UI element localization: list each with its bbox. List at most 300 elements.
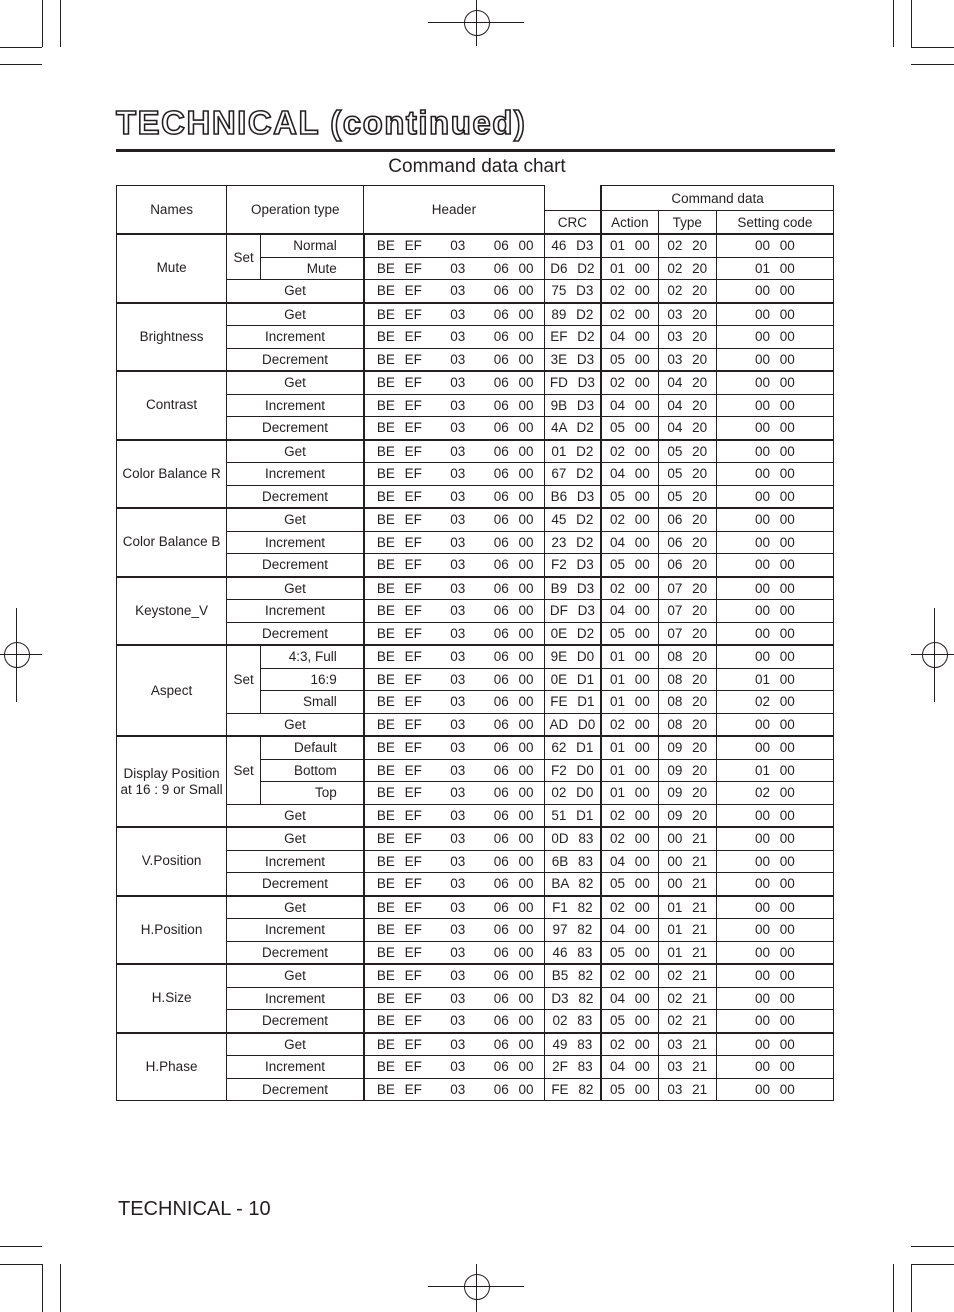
- crc-cell: B6 D3: [544, 485, 601, 508]
- col-operation-type: Operation type: [227, 186, 364, 235]
- header-byte-1: BE EF: [376, 283, 422, 299]
- setting-code-cell: 00 00: [716, 600, 833, 623]
- header-cell: [364, 485, 544, 508]
- setting-code-cell: 00 00: [716, 280, 833, 303]
- action-cell: 02 00: [601, 371, 658, 394]
- action-cell: 01 00: [601, 234, 658, 257]
- header-byte-2: 03: [450, 671, 466, 687]
- setting-code-cell: 00 00: [716, 508, 833, 531]
- type-cell: 08 20: [658, 668, 716, 691]
- action-cell: 02 00: [601, 280, 658, 303]
- action-cell: 02 00: [601, 440, 658, 463]
- type-cell: 09 20: [658, 804, 716, 827]
- crc-cell: 0E D2: [544, 622, 601, 645]
- table-body: [117, 234, 834, 1101]
- header-cell: [364, 668, 544, 691]
- header-byte-3: 06 00: [493, 990, 534, 1006]
- header-cell: [364, 622, 544, 645]
- type-cell: 02 20: [658, 257, 716, 280]
- crc-cell: 49 83: [544, 1033, 601, 1056]
- header-byte-1: BE EF: [376, 785, 422, 801]
- header-byte-1: BE EF: [376, 238, 422, 254]
- setting-code-cell: 00 00: [716, 896, 833, 919]
- table-row: [117, 964, 834, 987]
- header-cell: [364, 463, 544, 486]
- header-cell: [364, 234, 544, 257]
- setting-code-cell: 00 00: [716, 577, 833, 600]
- crc-cell: FD D3: [544, 371, 601, 394]
- header-byte-1: BE EF: [376, 716, 422, 732]
- header-byte-1: BE EF: [376, 649, 422, 665]
- type-cell: 05 20: [658, 440, 716, 463]
- crc-cell: FE 82: [544, 1078, 601, 1101]
- operation-cell: Get: [227, 371, 364, 394]
- header-cell: [364, 440, 544, 463]
- header-byte-3: 06 00: [493, 443, 534, 459]
- header-byte-1: BE EF: [376, 260, 422, 276]
- col-header: Header: [364, 186, 544, 235]
- crc-cell: 23 D2: [544, 531, 601, 554]
- crc-cell: FE D1: [544, 691, 601, 714]
- header-byte-3: 06 00: [493, 740, 534, 756]
- action-cell: 05 00: [601, 941, 658, 964]
- type-cell: 03 20: [658, 348, 716, 371]
- action-cell: 02 00: [601, 577, 658, 600]
- action-cell: 04 00: [601, 326, 658, 349]
- header-cell: [364, 736, 544, 759]
- setting-code-cell: 00 00: [716, 348, 833, 371]
- setting-code-cell: 00 00: [716, 919, 833, 942]
- header-byte-1: BE EF: [376, 580, 422, 596]
- crc-cell: 45 D2: [544, 508, 601, 531]
- operation-cell: Normal: [261, 234, 364, 257]
- action-cell: 01 00: [601, 645, 658, 668]
- type-cell: 06 20: [658, 554, 716, 577]
- header-byte-2: 03: [450, 397, 466, 413]
- setting-code-cell: 00 00: [716, 804, 833, 827]
- action-cell: 05 00: [601, 348, 658, 371]
- header-byte-3: 06 00: [493, 716, 534, 732]
- header-byte-3: 06 00: [493, 899, 534, 915]
- type-cell: 07 20: [658, 577, 716, 600]
- action-cell: 02 00: [601, 508, 658, 531]
- action-cell: 04 00: [601, 531, 658, 554]
- header-byte-3: 06 00: [493, 283, 534, 299]
- command-data-table: [116, 185, 834, 1101]
- header-cell: [364, 600, 544, 623]
- setting-code-cell: 00 00: [716, 371, 833, 394]
- setting-code-cell: 01 00: [716, 257, 833, 280]
- crc-cell: 02 D0: [544, 782, 601, 805]
- type-cell: 02 21: [658, 987, 716, 1010]
- action-cell: 02 00: [601, 1033, 658, 1056]
- operation-cell: Mute: [261, 257, 364, 280]
- setting-code-cell: 00 00: [716, 463, 833, 486]
- action-cell: 01 00: [601, 257, 658, 280]
- table-header-row: [117, 186, 834, 211]
- setting-code-cell: 00 00: [716, 964, 833, 987]
- header-cell: [364, 919, 544, 942]
- header-byte-2: 03: [450, 306, 466, 322]
- setting-code-cell: 00 00: [716, 1056, 833, 1079]
- type-cell: 02 21: [658, 964, 716, 987]
- header-byte-1: BE EF: [376, 671, 422, 687]
- crc-cell: EF D2: [544, 326, 601, 349]
- action-cell: 04 00: [601, 987, 658, 1010]
- setting-code-cell: 00 00: [716, 827, 833, 850]
- header-cell: [364, 827, 544, 850]
- type-cell: 00 21: [658, 827, 716, 850]
- header-byte-1: BE EF: [376, 534, 422, 550]
- header-byte-3: 06 00: [493, 488, 534, 504]
- header-byte-2: 03: [450, 716, 466, 732]
- action-cell: 05 00: [601, 873, 658, 896]
- header-byte-3: 06 00: [493, 785, 534, 801]
- header-cell: [364, 873, 544, 896]
- header-cell: [364, 1078, 544, 1101]
- action-cell: 01 00: [601, 782, 658, 805]
- header-byte-3: 06 00: [493, 329, 534, 345]
- row-name-cell: Brightness: [117, 303, 227, 372]
- col-command-data: Command data: [601, 186, 833, 211]
- header-byte-1: BE EF: [376, 306, 422, 322]
- page-footer: TECHNICAL - 10: [118, 1198, 271, 1220]
- header-cell: [364, 348, 544, 371]
- crc-cell: F2 D0: [544, 759, 601, 782]
- crc-cell: B9 D3: [544, 577, 601, 600]
- header-byte-2: 03: [450, 329, 466, 345]
- crc-cell: 97 82: [544, 919, 601, 942]
- action-cell: 02 00: [601, 713, 658, 736]
- table-row: [117, 896, 834, 919]
- header-cell: [364, 1010, 544, 1033]
- operation-cell: Increment: [227, 394, 364, 417]
- operation-cell: Get: [227, 896, 364, 919]
- crc-cell: 89 D2: [544, 303, 601, 326]
- header-byte-2: 03: [450, 831, 466, 847]
- header-byte-2: 03: [450, 785, 466, 801]
- table-row: [117, 577, 834, 600]
- header-byte-1: BE EF: [376, 762, 422, 778]
- type-cell: 04 20: [658, 394, 716, 417]
- operation-cell: Decrement: [227, 417, 364, 440]
- setting-code-cell: 02 00: [716, 691, 833, 714]
- header-byte-2: 03: [450, 990, 466, 1006]
- operation-cell: Increment: [227, 850, 364, 873]
- row-name-cell: Display Position at 16 : 9 or Small: [117, 736, 227, 827]
- chart-title: Command data chart: [388, 156, 566, 177]
- type-cell: 07 20: [658, 600, 716, 623]
- header-byte-1: BE EF: [376, 740, 422, 756]
- header-byte-3: 06 00: [493, 603, 534, 619]
- header-byte-3: 06 00: [493, 807, 534, 823]
- header-byte-3: 06 00: [493, 694, 534, 710]
- header-byte-2: 03: [450, 557, 466, 573]
- operation-cell: Increment: [227, 463, 364, 486]
- header-byte-3: 06 00: [493, 922, 534, 938]
- setting-code-cell: 01 00: [716, 759, 833, 782]
- header-byte-2: 03: [450, 876, 466, 892]
- header-byte-3: 06 00: [493, 466, 534, 482]
- header-byte-1: BE EF: [376, 1013, 422, 1029]
- crc-cell: 01 D2: [544, 440, 601, 463]
- operation-cell: Small: [261, 691, 364, 714]
- header-cell: [364, 554, 544, 577]
- header-byte-1: BE EF: [376, 512, 422, 528]
- header-cell: [364, 713, 544, 736]
- row-name-cell: Color Balance B: [117, 508, 227, 577]
- header-byte-1: BE EF: [376, 375, 422, 391]
- type-cell: 02 20: [658, 280, 716, 303]
- header-cell: [364, 691, 544, 714]
- crc-cell: 4A D2: [544, 417, 601, 440]
- type-cell: 04 20: [658, 371, 716, 394]
- header-byte-2: 03: [450, 1013, 466, 1029]
- type-cell: 05 20: [658, 485, 716, 508]
- col-setting-code: Setting code: [716, 211, 833, 235]
- header-byte-1: BE EF: [376, 1081, 422, 1097]
- header-byte-1: BE EF: [376, 329, 422, 345]
- crc-cell: D3 82: [544, 987, 601, 1010]
- header-byte-1: BE EF: [376, 899, 422, 915]
- type-cell: 06 20: [658, 508, 716, 531]
- header-cell: [364, 531, 544, 554]
- header-byte-2: 03: [450, 603, 466, 619]
- operation-cell: Get: [227, 964, 364, 987]
- operation-cell: Decrement: [227, 873, 364, 896]
- header-byte-3: 06 00: [493, 762, 534, 778]
- header-cell: [364, 759, 544, 782]
- header-byte-1: BE EF: [376, 443, 422, 459]
- header-byte-1: BE EF: [376, 968, 422, 984]
- header-cell: [364, 326, 544, 349]
- action-cell: 05 00: [601, 554, 658, 577]
- row-name-cell: H.Position: [117, 896, 227, 965]
- col-names: Names: [117, 186, 227, 235]
- header-byte-1: BE EF: [376, 1059, 422, 1075]
- type-cell: 02 20: [658, 234, 716, 257]
- type-cell: 01 21: [658, 941, 716, 964]
- header-cell: [364, 850, 544, 873]
- setting-code-cell: 02 00: [716, 782, 833, 805]
- operation-cell: 4:3, Full: [261, 645, 364, 668]
- operation-cell: Get: [227, 303, 364, 326]
- header-byte-3: 06 00: [493, 420, 534, 436]
- row-name-cell: Contrast: [117, 371, 227, 440]
- table-row: [117, 645, 834, 668]
- setting-code-cell: 00 00: [716, 645, 833, 668]
- table-row: [117, 440, 834, 463]
- operation-cell: Get: [227, 508, 364, 531]
- row-name-cell: H.Size: [117, 964, 227, 1033]
- setting-code-cell: 00 00: [716, 485, 833, 508]
- crc-cell: D6 D2: [544, 257, 601, 280]
- header-byte-1: BE EF: [376, 694, 422, 710]
- operation-cell: Increment: [227, 919, 364, 942]
- operation-cell: Get: [227, 577, 364, 600]
- header-byte-3: 06 00: [493, 968, 534, 984]
- header-byte-3: 06 00: [493, 853, 534, 869]
- setting-code-cell: 01 00: [716, 668, 833, 691]
- header-byte-2: 03: [450, 443, 466, 459]
- header-cell: [364, 371, 544, 394]
- setting-code-cell: 00 00: [716, 941, 833, 964]
- type-cell: 00 21: [658, 850, 716, 873]
- type-cell: 09 20: [658, 759, 716, 782]
- operation-cell: Decrement: [227, 348, 364, 371]
- header-byte-3: 06 00: [493, 1059, 534, 1075]
- header-byte-2: 03: [450, 625, 466, 641]
- crc-cell: 62 D1: [544, 736, 601, 759]
- operation-cell: Get: [227, 827, 364, 850]
- setting-code-cell: 00 00: [716, 554, 833, 577]
- header-cell: [364, 896, 544, 919]
- action-cell: 04 00: [601, 850, 658, 873]
- action-cell: 05 00: [601, 622, 658, 645]
- action-cell: 05 00: [601, 1010, 658, 1033]
- crc-cell: F2 D3: [544, 554, 601, 577]
- header-byte-2: 03: [450, 420, 466, 436]
- operation-cell: Increment: [227, 531, 364, 554]
- header-byte-2: 03: [450, 534, 466, 550]
- type-cell: 06 20: [658, 531, 716, 554]
- row-name-cell: Aspect: [117, 645, 227, 736]
- header-byte-2: 03: [450, 922, 466, 938]
- action-cell: 02 00: [601, 303, 658, 326]
- crc-cell: 6B 83: [544, 850, 601, 873]
- action-cell: 04 00: [601, 463, 658, 486]
- operation-cell: Decrement: [227, 554, 364, 577]
- header-byte-2: 03: [450, 694, 466, 710]
- header-byte-1: BE EF: [376, 603, 422, 619]
- header-byte-2: 03: [450, 1081, 466, 1097]
- table-row: [117, 371, 834, 394]
- header-byte-3: 06 00: [493, 512, 534, 528]
- header-byte-3: 06 00: [493, 580, 534, 596]
- setting-code-cell: 00 00: [716, 1033, 833, 1056]
- type-cell: 03 21: [658, 1056, 716, 1079]
- header-byte-3: 06 00: [493, 1036, 534, 1052]
- page-title: TECHNICAL (continued): [116, 104, 527, 141]
- header-byte-3: 06 00: [493, 831, 534, 847]
- type-cell: 09 20: [658, 736, 716, 759]
- crc-cell: B5 82: [544, 964, 601, 987]
- header-byte-3: 06 00: [493, 1013, 534, 1029]
- operation-cell: Increment: [227, 1056, 364, 1079]
- row-name-cell: V.Position: [117, 827, 227, 896]
- crc-cell: 0D 83: [544, 827, 601, 850]
- operation-cell: Increment: [227, 600, 364, 623]
- header-cell: [364, 417, 544, 440]
- header-byte-3: 06 00: [493, 260, 534, 276]
- setting-code-cell: 00 00: [716, 713, 833, 736]
- setting-code-cell: 00 00: [716, 326, 833, 349]
- header-byte-2: 03: [450, 351, 466, 367]
- operation-cell: Bottom: [261, 759, 364, 782]
- header-byte-1: BE EF: [376, 944, 422, 960]
- header-byte-2: 03: [450, 807, 466, 823]
- crc-cell: 67 D2: [544, 463, 601, 486]
- header-byte-2: 03: [450, 580, 466, 596]
- crc-cell: 0E D1: [544, 668, 601, 691]
- header-byte-1: BE EF: [376, 853, 422, 869]
- type-cell: 08 20: [658, 645, 716, 668]
- type-cell: 03 21: [658, 1033, 716, 1056]
- header-byte-2: 03: [450, 740, 466, 756]
- setting-code-cell: 00 00: [716, 440, 833, 463]
- header-byte-2: 03: [450, 853, 466, 869]
- operation-cell: Get: [227, 804, 364, 827]
- crc-cell: 02 83: [544, 1010, 601, 1033]
- action-cell: 05 00: [601, 485, 658, 508]
- header-cell: [364, 987, 544, 1010]
- type-cell: 01 21: [658, 896, 716, 919]
- header-byte-2: 03: [450, 238, 466, 254]
- crc-cell: 9B D3: [544, 394, 601, 417]
- col-type: Type: [658, 211, 716, 235]
- header-byte-2: 03: [450, 466, 466, 482]
- crc-cell: 46 83: [544, 941, 601, 964]
- type-cell: 03 21: [658, 1078, 716, 1101]
- header-byte-2: 03: [450, 968, 466, 984]
- header-byte-2: 03: [450, 1059, 466, 1075]
- set-label-cell: Set: [227, 234, 261, 280]
- header-cell: [364, 645, 544, 668]
- table-row: [117, 234, 834, 257]
- operation-cell: Get: [227, 1033, 364, 1056]
- crc-cell: 75 D3: [544, 280, 601, 303]
- col-crc: CRC: [544, 211, 601, 235]
- header-byte-1: BE EF: [376, 397, 422, 413]
- header-cell: [364, 508, 544, 531]
- action-cell: 04 00: [601, 394, 658, 417]
- operation-cell: Increment: [227, 326, 364, 349]
- header-cell: [364, 280, 544, 303]
- type-cell: 07 20: [658, 622, 716, 645]
- action-cell: 01 00: [601, 759, 658, 782]
- set-label-cell: Set: [227, 645, 261, 713]
- type-cell: 09 20: [658, 782, 716, 805]
- crc-cell: BA 82: [544, 873, 601, 896]
- setting-code-cell: 00 00: [716, 873, 833, 896]
- header-cell: [364, 804, 544, 827]
- header-byte-3: 06 00: [493, 649, 534, 665]
- header-byte-2: 03: [450, 283, 466, 299]
- header-byte-2: 03: [450, 260, 466, 276]
- header-byte-1: BE EF: [376, 557, 422, 573]
- row-name-cell: Color Balance R: [117, 440, 227, 509]
- header-byte-3: 06 00: [493, 534, 534, 550]
- operation-cell: Default: [261, 736, 364, 759]
- type-cell: 02 21: [658, 1010, 716, 1033]
- table-row: [117, 827, 834, 850]
- header-cell: [364, 394, 544, 417]
- action-cell: 05 00: [601, 1078, 658, 1101]
- header-byte-1: BE EF: [376, 831, 422, 847]
- type-cell: 08 20: [658, 691, 716, 714]
- operation-cell: Decrement: [227, 1078, 364, 1101]
- crc-cell: 3E D3: [544, 348, 601, 371]
- table-row: [117, 1033, 834, 1056]
- header-byte-3: 06 00: [493, 1081, 534, 1097]
- action-cell: 05 00: [601, 417, 658, 440]
- operation-cell: Decrement: [227, 485, 364, 508]
- row-name-cell: Keystone_V: [117, 577, 227, 646]
- header-cell: [364, 782, 544, 805]
- type-cell: 03 20: [658, 326, 716, 349]
- operation-cell: Decrement: [227, 1010, 364, 1033]
- action-cell: 02 00: [601, 964, 658, 987]
